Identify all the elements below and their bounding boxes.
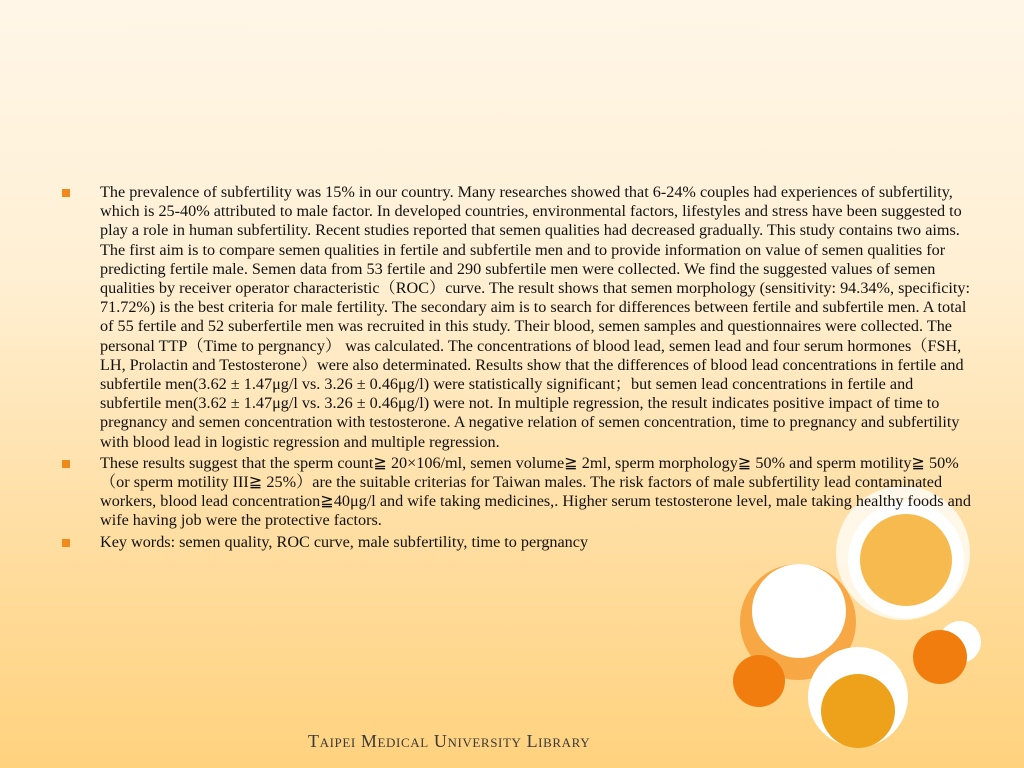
orange-circle-bottom <box>821 674 895 748</box>
bullet-item <box>62 454 972 531</box>
bullet-item <box>62 183 972 452</box>
bullet-text: These results suggest that the sperm count≧ 20×106/ml, semen volume≧ 2ml, sperm morphology≧ 50% and sperm motility≧ 50%（or sperm motility III≧ 25%）are the suitable criterias for Taiwan males. The risk factors of male subfertility lead contaminated workers, blood lead concentration≧40μg/l and wife taking medicines,. Higher serum testosterone level, male taking healthy foods and wife having job were the protective factors. <box>100 453 971 530</box>
bullet-text: The prevalence of subfertility was 15% in our country. Many researches showed that 6-24% couples had experiences of subfertility, which is 25-40% attributed to male factor. In developed countries, environmental factors, lifestyles and stress have been suggested to play a role in human subfertility. Recent studies reported that semen qualities had decreased gradually. This study contains two aims. The first aim is to compare semen qualities in fertile and subfertile men and to provide information on value of semen qualities for predicting fertile male. Semen data from 53 fertile and 290 subfertile men were collected. We find the suggested values of semen qualities by receiver operator characteristic（ROC）curve. The result shows that semen morphology (sensitivity: 94.34%, specificity: 71.72%) is the best criteria for male fertility. The secondary aim is to search for differences between fertile and subfertile men. A total of 55 fertile and 52 suberfertile men was recruited in this study. Their blood, semen samples and questionnaires were collected. The personal TTP（Time to pergnancy） was calculated. The concentrations of blood lead, semen lead and four serum hormones（FSH, LH, Prolactin and Testosterone）were also determinated. Results show that the differences of blood lead concentrations in fertile and subfertile men(3.62 ± 1.47μg/l vs. 3.26 ± 0.46μg/l) were statistically significant；but semen lead concentrations in fertile and subfertile men(3.62 ± 1.47μg/l vs. 3.26 ± 0.46μg/l) were not. In multiple regression, the result indicates positive impact of time to pregnancy and semen concentration with testosterone. A negative relation of semen concentration, time to pregnancy and subfertility with blood lead in logistic regression and multiple regression. <box>100 183 970 451</box>
bullet-text: Key words: semen quality, ROC curve, male subfertility, time to pergnancy <box>100 532 589 551</box>
slide-body <box>62 183 972 554</box>
orange-circle-small-left <box>733 655 785 707</box>
footer-library-name: Taipei Medical University Library <box>308 731 591 751</box>
white-circle-mid <box>752 564 846 658</box>
bullet-item <box>62 533 972 552</box>
square-bullet-icon <box>62 189 70 197</box>
square-bullet-icon <box>62 460 70 468</box>
square-bullet-icon <box>62 539 70 547</box>
orange-circle-small-right <box>913 630 967 684</box>
